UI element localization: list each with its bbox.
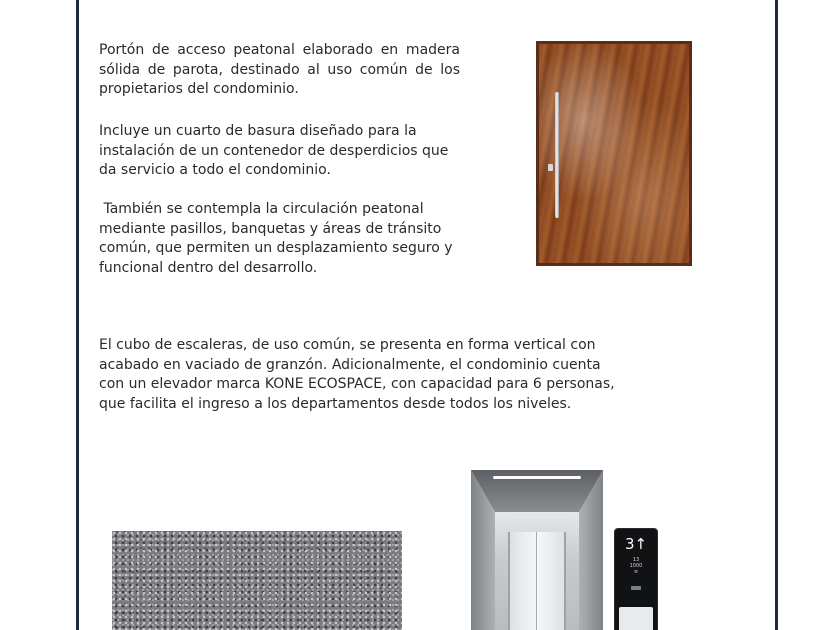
floor-number: 3↑ xyxy=(624,535,648,553)
elevator-door xyxy=(508,532,566,630)
panel-button-icon xyxy=(631,586,641,590)
elevator-door-split xyxy=(536,532,537,630)
granzon-texture-image xyxy=(112,531,402,630)
paragraph-pedestrian-gate: Portón de acceso peatonal elaborado en madera sólida de parota, destinado al uso común de los propietarios del condominio. xyxy=(99,42,460,97)
paragraph-pedestrian-circulation: También se contempla la circulación peatonal mediante pasillos, banquetas y áreas de tránsito común, que permiten un desplazamiento seguro y funcional dentro del desarrollo. xyxy=(99,201,457,276)
wooden-door-image xyxy=(536,41,692,266)
page-border-right xyxy=(775,0,778,630)
floor-indicator-panel xyxy=(615,529,657,630)
paragraph-trash-room: Incluye un cuarto de basura diseñado para la instalación de un contenedor de desperdicios que da servicio a todo el condominio. xyxy=(99,123,449,178)
elevator-light xyxy=(493,476,581,479)
panel-base xyxy=(619,607,653,630)
door-handle xyxy=(555,92,559,218)
elevator-interior-image xyxy=(471,470,603,630)
door-lock-icon xyxy=(548,164,553,171)
elevator-light xyxy=(505,516,569,518)
panel-info-text: 13 1000 ≡ xyxy=(629,557,643,575)
page-border-left xyxy=(76,0,79,630)
paragraph-stairs-elevator: El cubo de escaleras, de uso común, se presenta en forma vertical con acabado en vaciado de granzón. Adicionalmente, el condominio cuenta con un elevador marca KONE ECOSPACE, con capacidad para 6 personas, que facilita el ingreso a los departamentos desde todos los niveles. xyxy=(99,337,615,412)
